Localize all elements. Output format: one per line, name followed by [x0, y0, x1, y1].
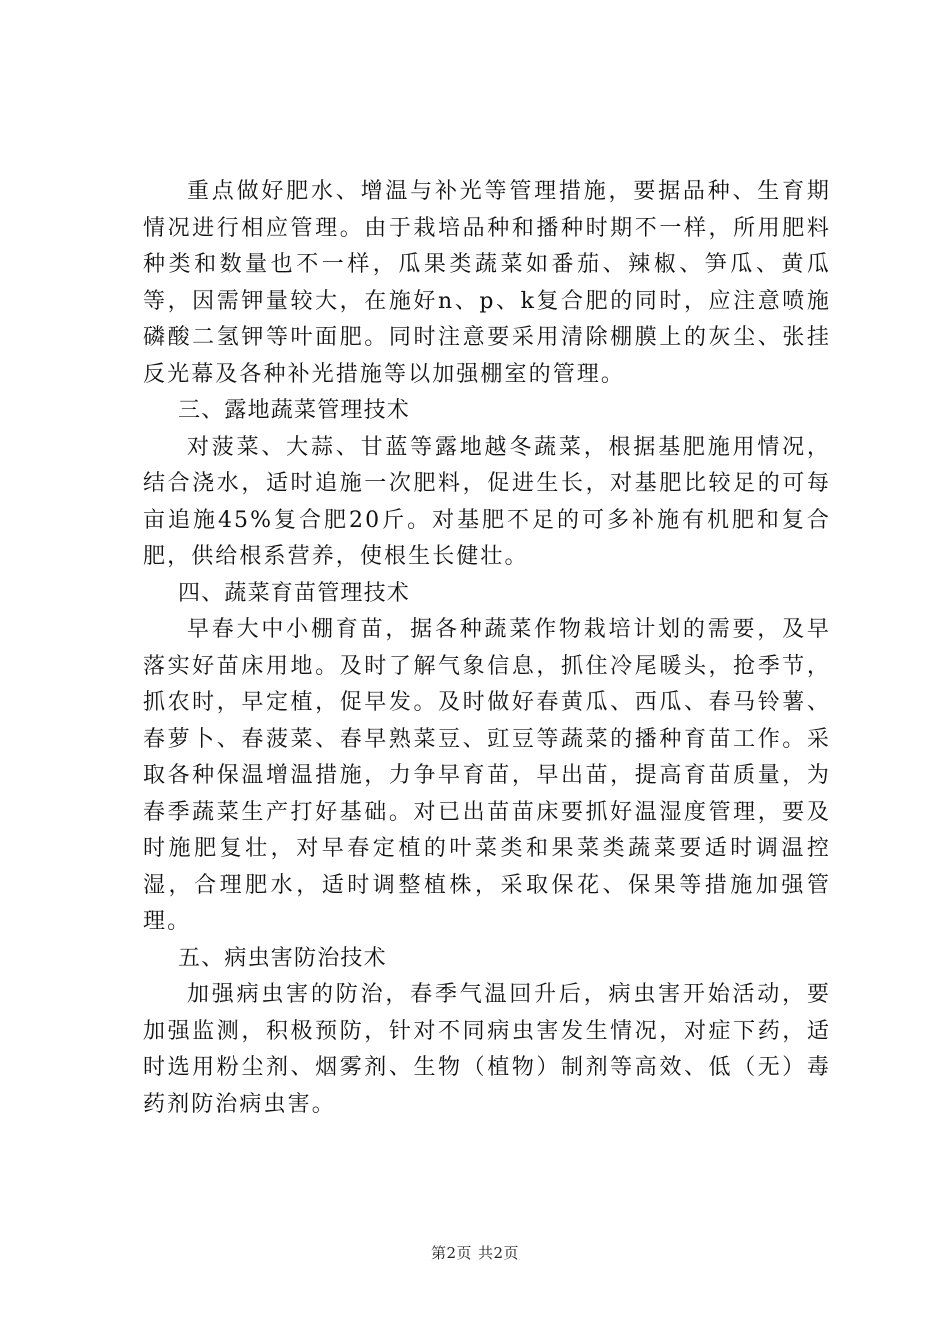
document-body — [143, 174, 831, 1123]
paragraph-management-measures: 重点做好肥水、增温与补光等管理措施，要据品种、生育期情况进行相应管理。由于栽培品种和播种时期不一样，所用肥料种类和数量也不一样，瓜果类蔬菜如番茄、辣椒、笋瓜、黄瓜等，因需钾量较大，在施好n、p、k复合肥的同时，应注意喷施磷酸二氢钾等叶面肥。同时注意要采用清除棚膜上的灰尘、张挂反光幕及各种补光措施等以加强棚室的管理。 — [143, 179, 831, 387]
paragraph-pest-control: 加强病虫害的防治，春季气温回升后，病虫害开始活动，要加强监测，积极预防，针对不同病虫害发生情况，对症下药，适时选用粉尘剂、烟雾剂、生物（植物）制剂等高效、低（无）毒药剂防治病虫害。 — [143, 982, 831, 1117]
paragraph-seedling-management: 早春大中小棚育苗，据各种蔬菜作物栽培计划的需要，及早落实好苗床用地。及时了解气象信息，抓住冷尾暖头，抢季节，抓农时，早定植，促早发。及时做好春黄瓜、西瓜、春马铃薯、春萝卜、春菠菜、春早熟菜豆、豇豆等蔬菜的播种育苗工作。采取各种保温增温措施，力争早育苗，早出苗，提高育苗质量，为春季蔬菜生产打好基础。对已出苗苗床要抓好温湿度管理，要及时施肥复壮，对早春定植的叶菜类和果菜类蔬菜要适时调温控湿，合理肥水，适时调整植株，采取保花、保果等措施加强管理。 — [143, 617, 831, 934]
section-heading-seedling-management: 四、蔬菜育苗管理技术 — [178, 580, 411, 606]
page-number: 第2页 — [430, 1244, 472, 1262]
page-footer — [0, 1243, 950, 1263]
section-heading-pest-control: 五、病虫害防治技术 — [178, 945, 387, 971]
section-heading-open-field-vegetables: 三、露地蔬菜管理技术 — [178, 398, 411, 423]
paragraph-open-field-vegetables: 对菠菜、大蒜、甘蓝等露地越冬蔬菜，根据基肥施用情况，结合浇水，适时追施一次肥料，促进生长，对基肥比较足的可每亩追施45%复合肥20斤。对基肥不足的可多补施有机肥和复合肥，供给根系营养，使根生长健壮。 — [143, 434, 831, 569]
page-total: 共2页 — [478, 1244, 520, 1262]
